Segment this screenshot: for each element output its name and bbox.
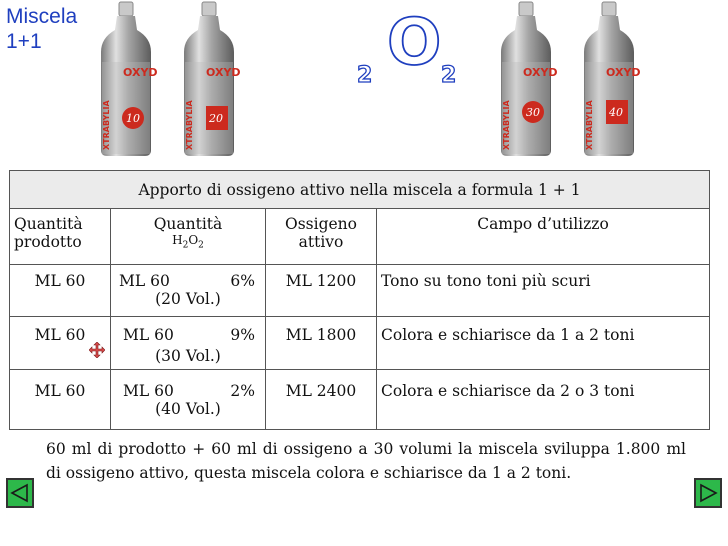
slide-title — [6, 4, 77, 54]
o2-letter: O — [387, 6, 442, 80]
title-line-1: Miscela — [6, 5, 78, 28]
bottle-volume: 40 — [609, 106, 623, 119]
cell-ossigeno: ML 1200 — [266, 265, 377, 317]
quantita-ml: ML 60 — [119, 272, 170, 290]
table-header-row — [10, 209, 710, 265]
cell-quantita — [111, 265, 266, 317]
previous-slide-button[interactable] — [6, 478, 34, 508]
header-line: Ossigeno — [285, 215, 357, 233]
header-quantita-h2o2 — [111, 209, 266, 265]
oxyd-bottle-20 — [178, 0, 240, 158]
h2o2-formula — [115, 233, 261, 250]
quantita-vol: (30 Vol.) — [155, 347, 221, 365]
header-line: attivo — [298, 233, 344, 251]
table-row — [10, 265, 710, 317]
title-line-2: 1+1 — [6, 30, 42, 53]
cell-ossigeno: ML 2400 — [266, 370, 377, 430]
cell-prodotto: ML 60 — [10, 317, 111, 370]
header-campo-utilizzo: Campo d’utilizzo — [377, 209, 710, 265]
quantita-ml: ML 60 — [123, 382, 174, 400]
oxygen-table — [9, 170, 710, 430]
formula-sub-1: 2 — [182, 240, 189, 251]
next-slide-button[interactable] — [694, 478, 722, 508]
cell-ossigeno: ML 1800 — [266, 317, 377, 370]
quantita-vol: (40 Vol.) — [155, 400, 221, 418]
summary-note: 60 ml di prodotto + 60 ml di ossigeno a 30 volumi la miscela sviluppa 1.800 ml di ossigeno attivo, questa miscela colora e schiarisce da 1 a 2 toni. — [46, 440, 686, 482]
quantita-perc: 6% — [230, 272, 255, 290]
o2-right-subscript: 2 — [441, 63, 457, 88]
bottle-brand: OXYD — [206, 66, 240, 79]
oxyd-bottle-30 — [495, 0, 557, 158]
bottle-brand: OXYD — [606, 66, 640, 79]
quantita-vol: (20 Vol.) — [155, 290, 221, 308]
header-line: prodotto — [14, 233, 82, 251]
bottle-brand: OXYD — [123, 66, 157, 79]
cell-campo: Tono su tono toni più scuri — [377, 265, 710, 317]
table-row — [10, 370, 710, 430]
previous-slide-icon — [9, 482, 31, 504]
bottle-volume: 30 — [526, 106, 540, 119]
o2-formula — [353, 2, 465, 92]
cell-prodotto: ML 60 — [10, 265, 111, 317]
cell-campo: Colora e schiarisce da 2 o 3 toni — [377, 370, 710, 430]
bottle-brand: OXYD — [523, 66, 557, 79]
header-quantita-prodotto — [10, 209, 111, 265]
bottle-vertical-brand: XTRABYLIA — [102, 100, 111, 150]
header-ossigeno-attivo — [266, 209, 377, 265]
bottle-vertical-brand: XTRABYLIA — [502, 100, 511, 150]
cell-quantita — [111, 370, 266, 430]
header-line: Quantità — [153, 215, 223, 233]
cell-quantita — [111, 317, 266, 370]
o2-left-subscript: 2 — [357, 63, 373, 88]
table-row — [10, 317, 710, 370]
formula-h: H — [172, 233, 183, 247]
formula-sub-2: 2 — [198, 240, 204, 251]
next-slide-icon — [697, 482, 719, 504]
oxyd-bottle-10 — [95, 0, 157, 158]
quantita-ml: ML 60 — [123, 326, 174, 344]
bottle-volume: 20 — [209, 112, 223, 125]
move-cursor-icon — [89, 342, 105, 358]
formula-o: O — [188, 233, 199, 247]
bottle-vertical-brand: XTRABYLIA — [585, 100, 594, 150]
quantita-perc: 2% — [230, 382, 255, 400]
bottle-volume: 10 — [126, 112, 140, 125]
bottle-vertical-brand: XTRABYLIA — [185, 100, 194, 150]
cell-campo: Colora e schiarisce da 1 a 2 toni — [377, 317, 710, 370]
header-line: Quantità — [14, 215, 83, 233]
cell-prodotto: ML 60 — [10, 370, 111, 430]
oxyd-bottle-40 — [578, 0, 640, 158]
quantita-perc: 9% — [230, 326, 255, 344]
table-caption: Apporto di ossigeno attivo nella miscela a formula 1 + 1 — [10, 171, 710, 209]
